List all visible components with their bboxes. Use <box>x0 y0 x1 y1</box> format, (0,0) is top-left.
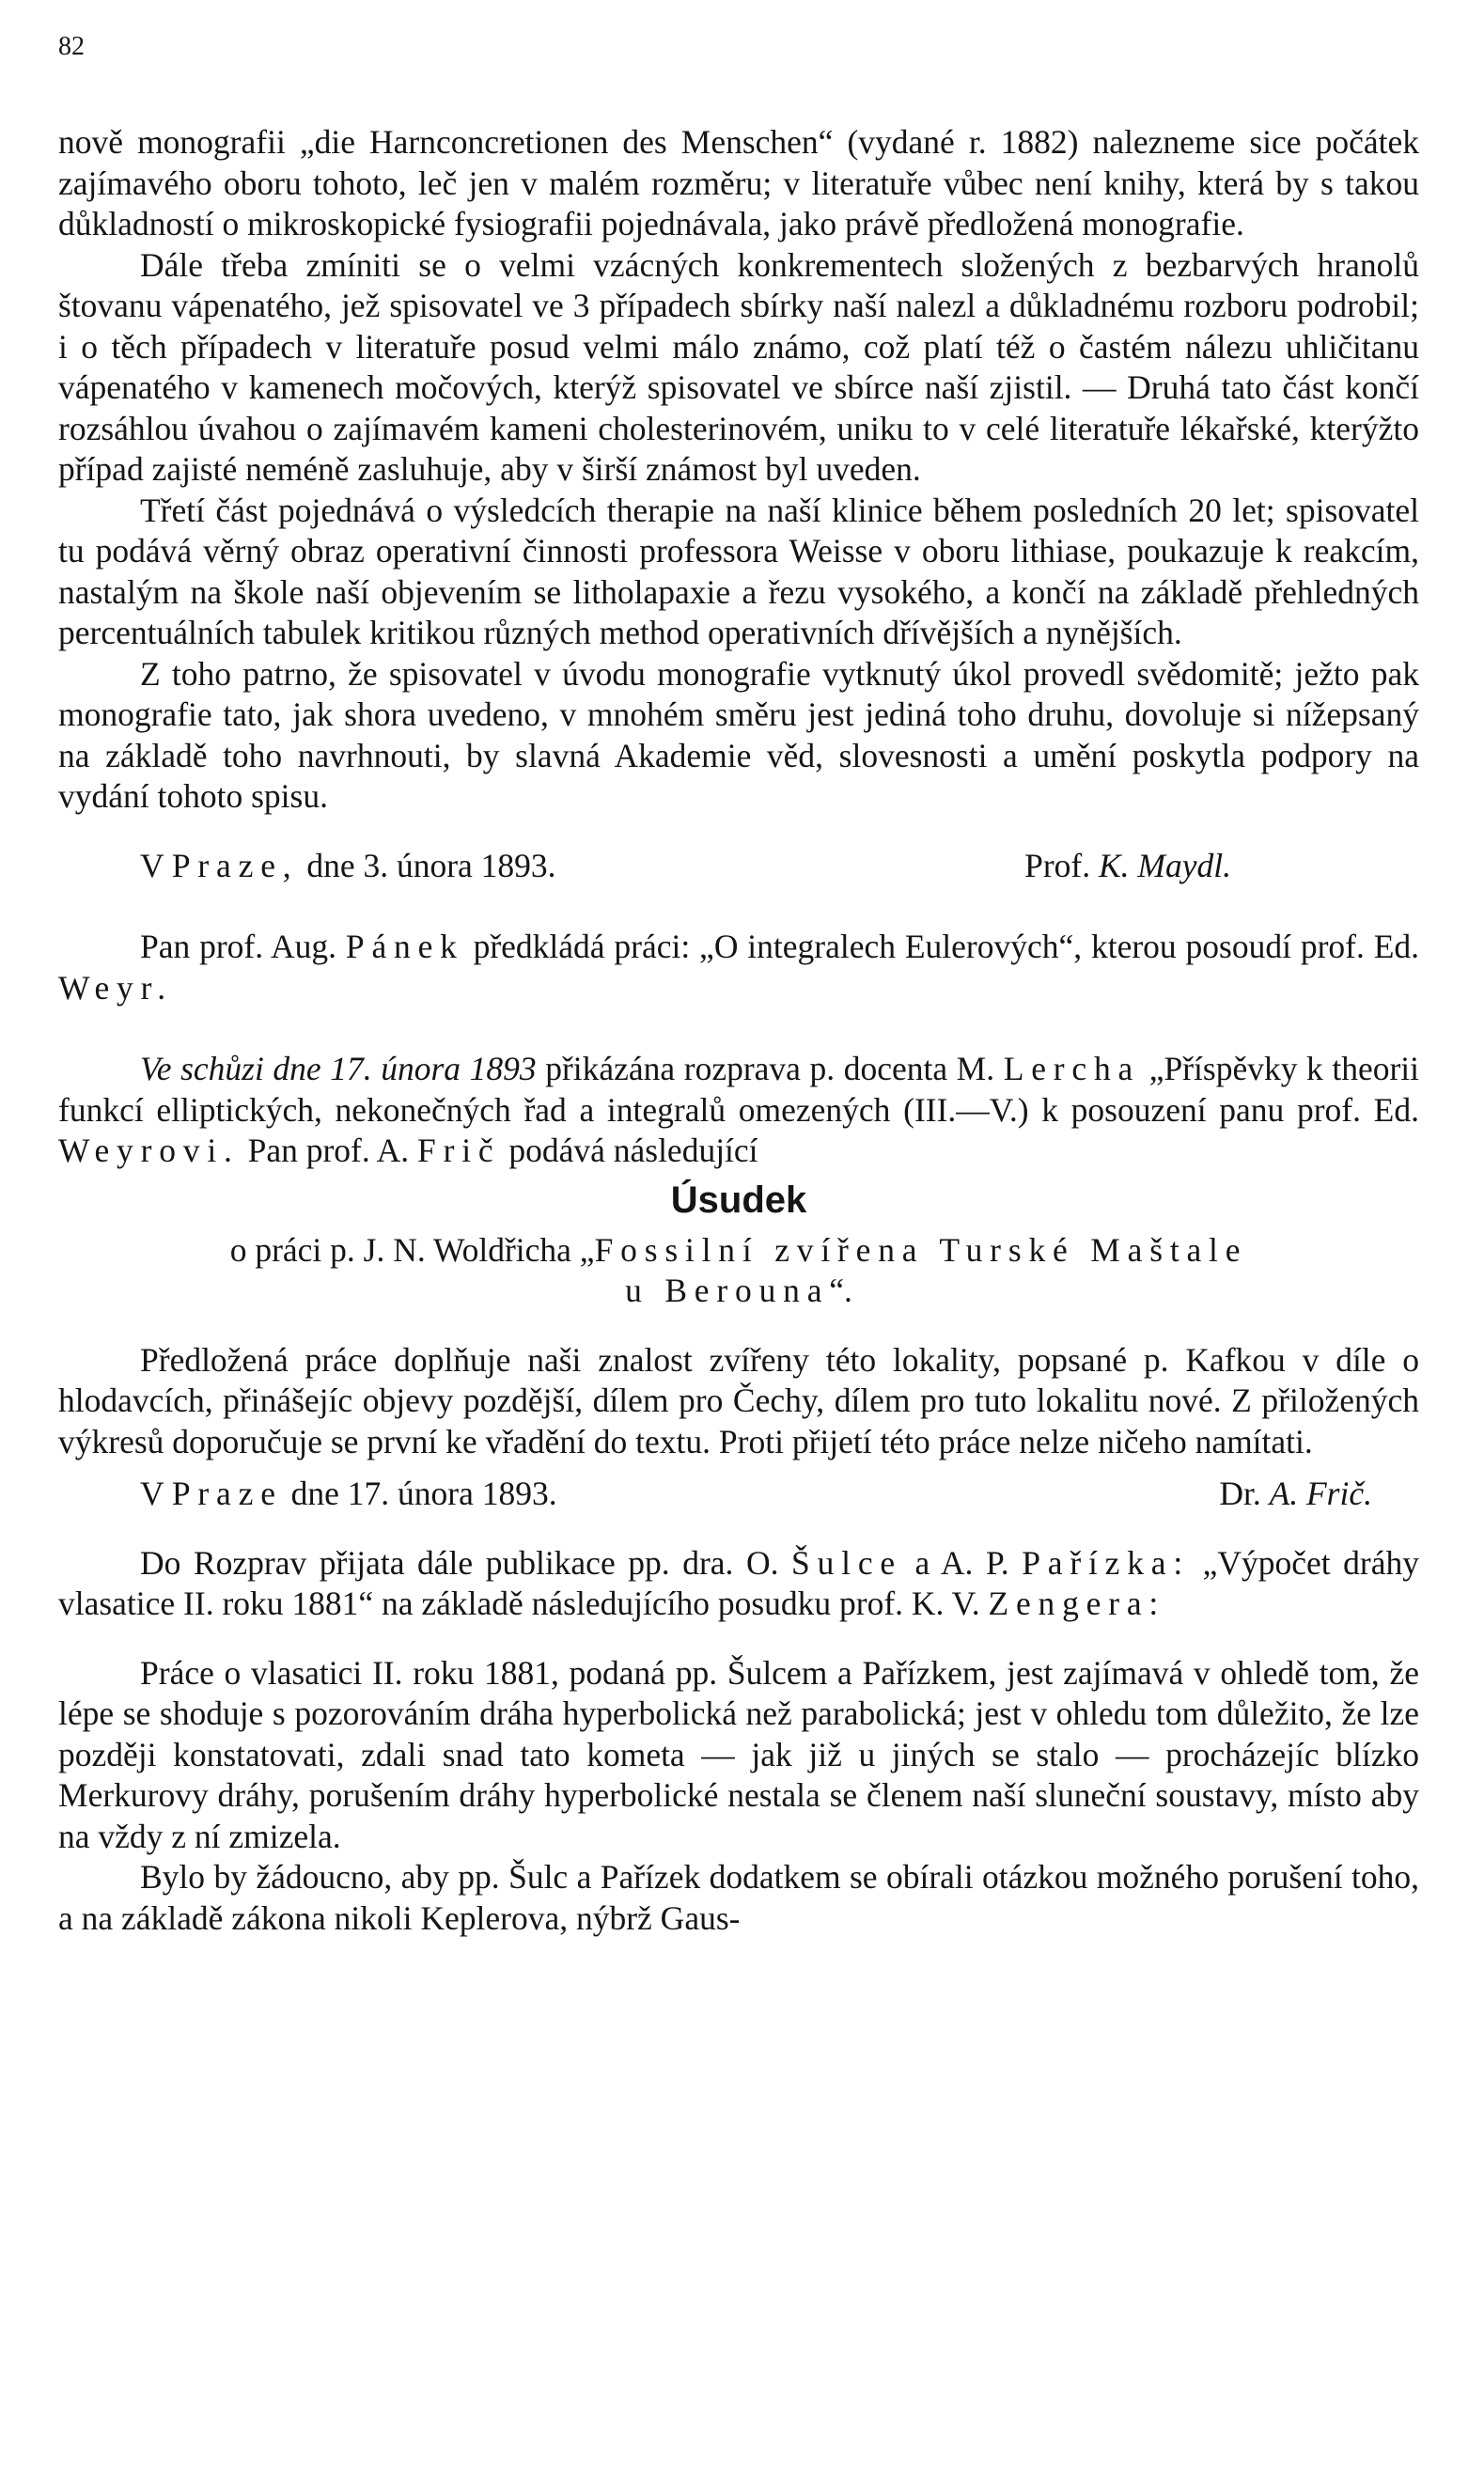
publication-record: Do Rozprav přijata dále publikace pp. dra. O. Šulce a A. P. Pařízka: „Výpočet dráhy vlasatice II. roku 1881“ na základě následujícího posudku prof. K. V. Zengera: <box>58 1543 1419 1622</box>
review-body: Předložená práce doplňuje naši znalost zvířeny této lokality, popsané p. Kafkou v díle o hlodavcích, přinášejíc objevy pozdější, dílem pro Čechy, dílem pro tuto lokalitu nové. Z přiložených výkresů doporučuje se první ke vřadění do textu. Proti přijetí této práce nelze ničeho namítati. <box>58 1340 1419 1460</box>
paragraph: Z toho patrno, že spisovatel v úvodu monografie vytknutý úkol provedl svědomitě; ježto pak monografie tato, jak shora uvedeno, v mnohém směru jest jediná toho druhu, dovoluje si nížepsaný na základě toho navrhnouti, by slavná Akademie věd, slovesnosti a umění poskytla podpory na vydání tohoto spisu. <box>58 654 1419 815</box>
paragraph: Práce o vlasatici II. roku 1881, podaná pp. Šulcem a Pařízkem, jest zajímavá v ohledě tom, že lépe se shoduje s pozorováním dráha hyperbolická než parabolická; jest v ohledu tom důležito, že lze později konstatovati, zdali snad tato kometa — jak již u jiných se stalo — procházejíc blízko Merkurovy dráhy, porušením dráhy hyperbolické nestala se členem naší sluneční soustavy, místo aby na vždy z ní zmizela. <box>58 1653 1419 1855</box>
signature: Prof. K. Maydl. <box>1024 846 1231 884</box>
place-date: V Praze dne 17. února 1893. <box>140 1475 557 1512</box>
announcement-panek: Pan prof. Aug. Pánek předkládá práci: „O integralech Eulerových“, kterou posoudí prof. Ed. Weyr. <box>58 928 1420 1007</box>
paragraph: Dále třeba zmíniti se o velmi vzácných konkrementech složených z bezbarvých hranolů štovanu vápenatého, jež spisovatel ve 3 případech sbírky naší nalezl a důkladnému rozboru podrobil; i o těch případech v literatuře posud velmi málo známo, což platí též o častém nálezu uhličitanu vápenatého v kamenech močových, kterýž spisovatel ve sbírce naší zjistil. — Druhá tato část končí rozsáhlou úvahou o zajímavém kameni cholesterinovém, uniku to v celé literatuře lékařské, kterýžto případ zajisté neméně zasluhuje, aby v širší známost byl uveden. <box>58 245 1419 488</box>
paragraph: Bylo by žádoucno, aby pp. Šulc a Pařízek dodatkem se obírali otázkou možného porušení toho, a na základě zákona nikoli Keplerova, nýbrž Gaus- <box>58 1858 1419 1937</box>
section-heading: Úsudek <box>670 1179 807 1221</box>
signature-line <box>140 1474 1419 1515</box>
meeting-record: Ve schůzi dne 17. února 1893 přikázána rozprava p. docenta M. Lercha „Příspěvky k theorii funkcí elliptických, nekonečných řad a integralů omezených (III.—V.) k posouzení panu prof. Ed. Weyrovi. Pan prof. A. Frič podává následující <box>58 1050 1420 1169</box>
signature: Dr. A. Frič. <box>1219 1475 1372 1512</box>
review-title: o práci p. J. N. Woldřicha „Fossilní zvířena Turské Maštale u Berouna“. <box>229 1230 1248 1309</box>
page-number: 82 <box>58 32 85 61</box>
paragraph: Třetí část pojednává o výsledcích therapie na naší klinice během posledních 20 let; spisovatel tu podává věrný obraz operativní činnosti professora Weisse v oboru lithiase, poukazuje k reakcím, nastalým na škole naší objevením se litholapaxie a řezu vysokého, a končí na základě přehledných percentuálních tabulek kritikou různých method operativních dřívějších a nynějších. <box>58 491 1419 651</box>
paragraph: nově monografii „die Harnconcretionen des Menschen“ (vydané r. 1882) nalezneme sice počátek zajímavého oboru tohoto, leč jen v malém rozměru; v literatuře vůbec není knihy, která by s takou důkladností o mikroskopické fysiografii pojednávala, jako právě předložená monografie. <box>58 123 1419 242</box>
review-maydl <box>58 122 1419 886</box>
place-date: V Praze, dne 3. února 1893. <box>140 846 556 884</box>
signature-line <box>140 846 1372 887</box>
page-body <box>58 122 1419 1939</box>
